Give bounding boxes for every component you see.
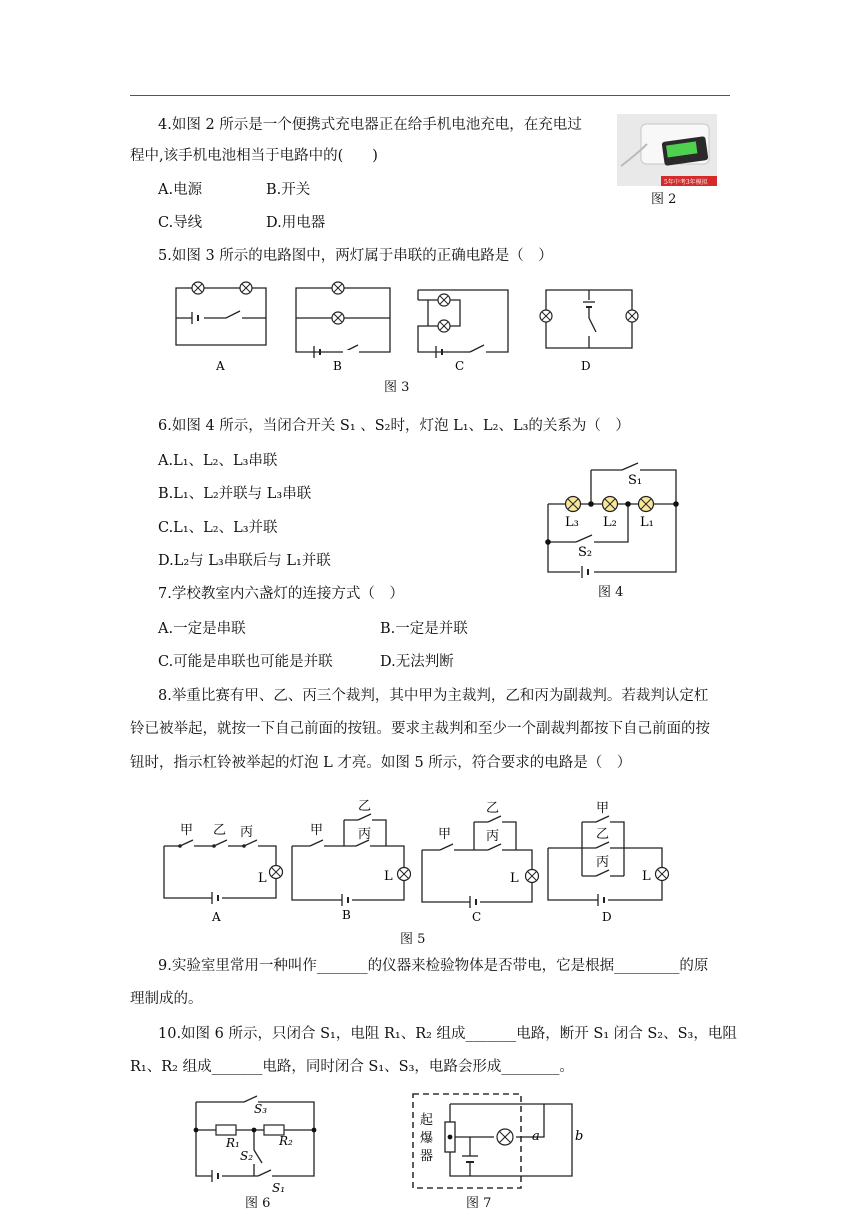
fig6-caption: 图 6 [245,1196,271,1211]
fig5d-l: L [642,869,651,884]
fig6-s3: S₃ [254,1102,268,1116]
q6-stem: 6.如图 4 所示，当闭合开关 S₁ 、S₂时，灯泡 L₁、L₂、L₃的关系为（ ） [158,418,630,434]
fig7-caption: 图 7 [466,1196,492,1211]
fig4-s2: S₂ [578,545,593,560]
fig5b-l: L [384,869,393,884]
fig5-label-b: B [342,908,351,922]
fig7-a: a [532,1129,540,1144]
fig5b-jia: 甲 [310,823,324,838]
q5-stem: 5.如图 3 所示的电路图中，两灯属于串联的正确电路是（ ） [158,248,553,264]
q4-option-a: A.电源 [158,182,203,198]
fig5a-bing: 丙 [240,825,254,840]
fig4-s1: S₁ [628,473,643,488]
fig4-l3: L₃ [565,515,579,530]
fig4-l2: L₂ [603,515,617,530]
fig7-b: b [575,1129,584,1144]
fig4-l1: L₁ [640,515,654,530]
q6-option-a: A.L₁、L₂、L₃串联 [158,453,278,469]
fig3-caption: 图 3 [384,380,410,395]
fig5-label-c: C [472,910,482,924]
q10-line1: 10.如图 6 所示，只闭合 S₁，电阻 R₁、R₂ 组成_______电路，断开 S₁ 闭合 S₂、S₃，电阻 [158,1026,737,1042]
q8-line3: 钮时，指示杠铃被举起的灯泡 L 才亮。如图 5 所示，符合要求的电路是（ ） [130,755,632,771]
fig5a-jia: 甲 [180,823,194,838]
fig3-label-d: D [581,359,591,373]
fig7-starter-1: 起 [420,1113,434,1128]
q4-line2: 程中,该手机电池相当于电路中的( ) [130,148,378,164]
fig6-r1: R₁ [226,1136,240,1150]
q9-line2: 理制成的。 [130,991,203,1007]
q7-option-b: B.一定是并联 [380,621,468,637]
fig5-label-a: A [212,910,221,924]
q7-option-a: A.一定是串联 [158,621,246,637]
q10-line2: R₁、R₂ 组成_______电路，同时闭合 S₁、S₃，电路会形成________。 [130,1059,574,1075]
fig4-caption: 图 4 [598,585,624,600]
q4-line1: 4.如图 2 所示是一个便携式充电器正在给手机电池充电，在充电过 [158,117,582,133]
q4-option-c: C.导线 [158,215,203,231]
fig6-s1: S₁ [272,1181,286,1195]
fig6-s2: S₂ [240,1149,254,1163]
q6-option-d: D.L₂与 L₃串联后与 L₁并联 [158,553,331,569]
q6-option-c: C.L₁、L₂、L₃并联 [158,520,278,536]
fig7-starter-3: 器 [420,1149,434,1164]
fig5a-l: L [258,871,267,886]
q9-line1: 9.实验室里常用一种叫作_______的仪器来检验物体是否带电，它是根据_________的原 [158,958,709,974]
fig7-lamp [497,1129,513,1145]
fig5-label-d: D [602,910,612,924]
fig5c-l: L [510,871,519,886]
fig3-label-c: C [455,359,465,373]
fig6-r2: R₂ [279,1134,293,1148]
q7-stem: 7.学校教室内六盏灯的连接方式（ ） [158,586,404,602]
fig5c-bing: 丙 [486,829,500,844]
fig5d-jia: 甲 [596,801,610,816]
q7-option-c: C.可能是串联也可能是并联 [158,654,333,670]
fig5c-jia: 甲 [438,827,452,842]
photo-caption: 5年中考3年模拟 [664,179,708,186]
fig5b-yi: 乙 [358,799,372,814]
fig5-caption: 图 5 [400,932,426,947]
fig3-label-b: B [333,359,342,373]
fig5d-bing: 丙 [596,855,610,870]
fig5a-yi: 乙 [213,823,227,838]
q6-option-b: B.L₁、L₂并联与 L₃串联 [158,486,312,502]
q8-line1: 8.举重比赛有甲、乙、丙三个裁判，其中甲为主裁判，乙和丙为副裁判。若裁判认定杠 [158,688,709,704]
fig5c-yi: 乙 [486,801,500,816]
fig5d-yi: 乙 [596,827,610,842]
fig5b-bing: 丙 [358,827,372,842]
q8-line2: 铃已被举起，就按一下自己前面的按钮。要求主裁判和至少一个副裁判都按下自己前面的按 [130,721,710,737]
fig7-starter-2: 爆 [420,1131,434,1146]
fig3-label-a: A [216,359,225,373]
q7-option-d: D.无法判断 [380,654,454,670]
q4-option-b: B.开关 [266,182,311,198]
q4-option-d: D.用电器 [266,215,326,231]
fig2-caption: 图 2 [651,192,677,207]
